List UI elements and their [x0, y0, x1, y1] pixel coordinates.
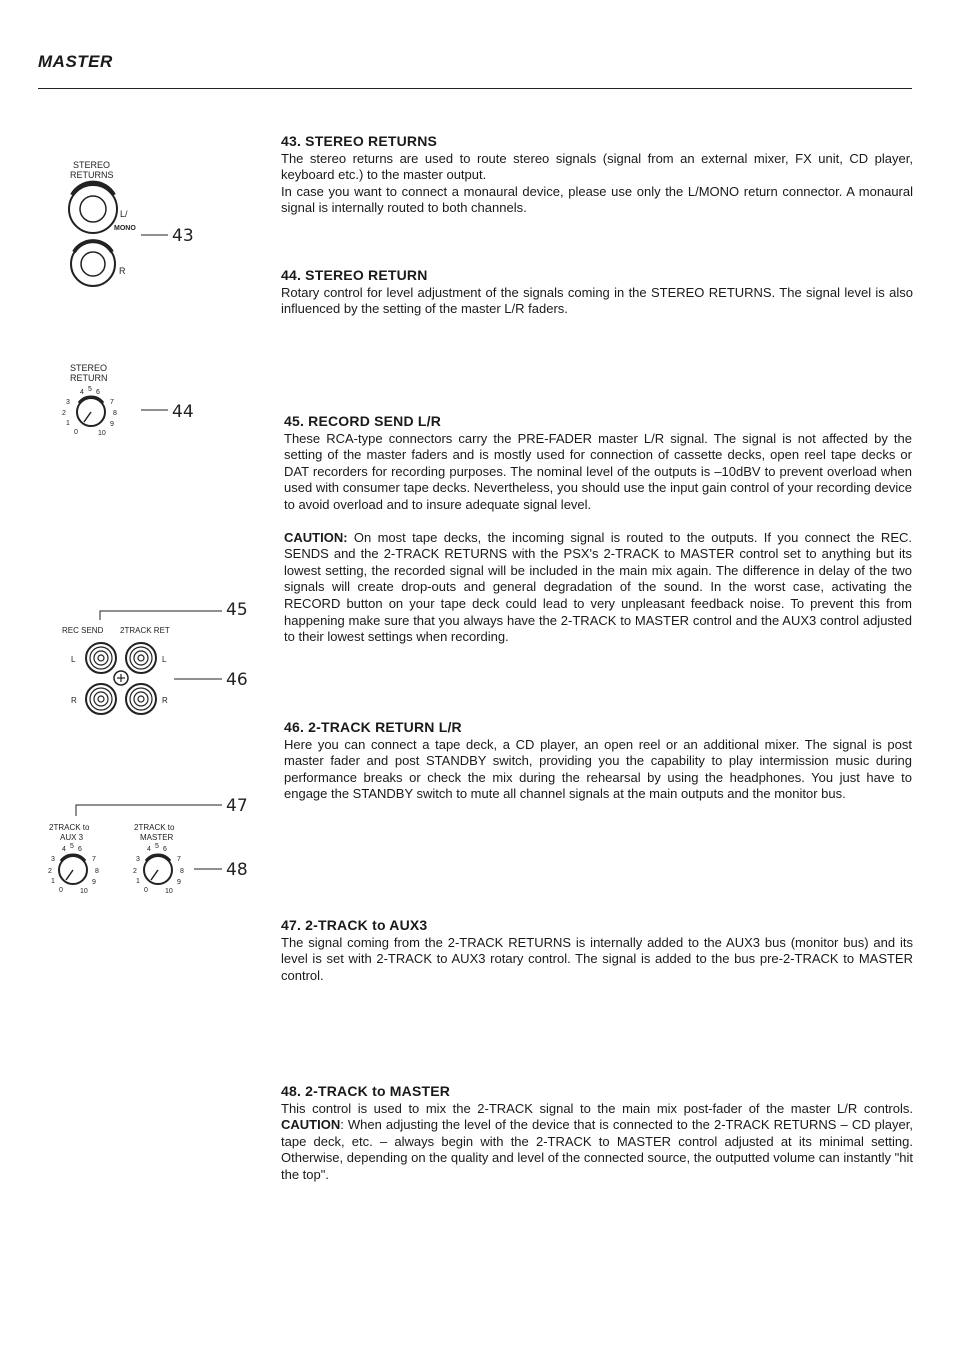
stereo-return-label-1: STEREO — [70, 363, 108, 373]
callout-43: 43 — [172, 226, 194, 246]
section-title: 46. 2-TRACK RETURN L/R — [284, 719, 462, 735]
section-paragraph: The stereo returns are used to route stereo signals (signal from an external mixer, FX unit, CD player, keyboard etc.) to the master output. — [281, 150, 913, 183]
caution-text: : When adjusting the level of the device that is connected to the 2-TRACK RETURNS – CD player, tape deck, etc. – always begin with the 2-TRACK to MASTER control adjusted at its minimal setting. Otherwise, depending on the quality and level of the connected source, the outputted volume can instantly "hit the top". — [281, 1117, 913, 1182]
aux-knob-label-1: 2TRACK to — [49, 823, 90, 832]
caution-label: CAUTION — [281, 1117, 341, 1133]
jack-bottom-label: R — [119, 266, 126, 276]
knob-scale-6: 6 — [96, 389, 100, 396]
section-title: 47. 2-TRACK to AUX3 — [281, 917, 428, 933]
master-scale-1: 1 — [136, 878, 140, 885]
rca-socket-icon[interactable] — [86, 643, 116, 673]
two-track-ret-label: 2TRACK RET — [120, 626, 170, 635]
section-paragraph: The signal coming from the 2-TRACK RETURNS is internally added to the AUX3 bus (monitor bus) and its level is set with 2-TRACK to AUX3 rotary control. The signal is added to the bus pre-2-TRACK to MASTER control. — [281, 934, 913, 983]
knob-scale-1: 1 — [66, 420, 70, 427]
knob-scale-2: 2 — [62, 410, 66, 417]
stereo-return-label-2: RETURN — [70, 373, 108, 383]
section-45-record-send — [284, 413, 912, 646]
two-track-knobs-diagram — [46, 790, 256, 900]
jack-top-sublabel: MONO — [114, 225, 136, 232]
master-scale-2: 2 — [133, 868, 137, 875]
rca-connectors-diagram — [56, 594, 256, 724]
master-scale-5: 5 — [155, 843, 159, 850]
aux-scale-0: 0 — [59, 887, 63, 894]
master-scale-8: 8 — [180, 868, 184, 875]
section-title: 44. STEREO RETURN — [281, 267, 428, 283]
section-47-two-track-aux3 — [281, 917, 913, 984]
heading-divider — [38, 88, 912, 89]
aux-scale-4: 4 — [62, 846, 66, 853]
section-44-stereo-return — [281, 267, 913, 318]
knob-scale-0: 0 — [74, 429, 78, 436]
aux-scale-3: 3 — [51, 856, 55, 863]
stereo-returns-label-1: STEREO — [73, 160, 111, 170]
rca-socket-icon[interactable] — [126, 643, 156, 673]
section-title: 43. STEREO RETURNS — [281, 133, 438, 149]
master-scale-9: 9 — [177, 879, 181, 886]
section-title: 45. RECORD SEND L/R — [284, 413, 442, 429]
caution-label: CAUTION: — [284, 529, 348, 545]
rca-right-top-label: L — [162, 655, 167, 664]
caution-paragraph — [284, 530, 912, 646]
knob-scale-9: 9 — [110, 421, 114, 428]
master-scale-3: 3 — [136, 856, 140, 863]
rca-right-bottom-label: R — [162, 696, 168, 705]
master-knob-label-2: MASTER — [140, 833, 174, 842]
section-title: 48. 2-TRACK to MASTER — [281, 1083, 451, 1099]
section-43-stereo-returns — [281, 133, 913, 217]
jack-socket-icon[interactable] — [69, 183, 117, 233]
callout-48: 48 — [226, 860, 248, 880]
section-paragraph-text: This control is used to mix the 2-TRACK signal to the main mix post-fader of the master L/R controls. — [281, 1100, 913, 1116]
aux-scale-10: 10 — [80, 888, 88, 895]
master-scale-4: 4 — [147, 846, 151, 853]
callout-46: 46 — [226, 670, 248, 690]
master-knob-label-1: 2TRACK to — [134, 823, 175, 832]
rec-send-label: REC SEND — [62, 626, 104, 635]
section-48-two-track-master — [281, 1083, 913, 1184]
master-scale-0: 0 — [144, 887, 148, 894]
callout-47: 47 — [226, 796, 248, 816]
knob-scale-4: 4 — [80, 389, 84, 396]
rotary-knob-icon[interactable] — [59, 855, 87, 884]
master-scale-6: 6 — [163, 846, 167, 853]
stereo-returns-diagram — [56, 155, 216, 290]
callout-45: 45 — [226, 600, 248, 620]
aux-scale-8: 8 — [95, 868, 99, 875]
aux-scale-1: 1 — [51, 878, 55, 885]
stereo-return-knob-diagram — [56, 360, 216, 440]
rca-socket-icon[interactable] — [126, 684, 156, 714]
stereo-returns-label-2: RETURNS — [70, 170, 114, 180]
master-scale-10: 10 — [165, 888, 173, 895]
master-scale-7: 7 — [177, 856, 181, 863]
callout-44: 44 — [172, 402, 194, 422]
rotary-knob-icon[interactable] — [77, 397, 105, 426]
aux-scale-2: 2 — [48, 868, 52, 875]
section-paragraph — [281, 1101, 913, 1184]
rca-left-bottom-label: R — [71, 696, 77, 705]
rca-socket-icon[interactable] — [86, 684, 116, 714]
aux-scale-6: 6 — [78, 846, 82, 853]
section-paragraph: Rotary control for level adjustment of the signals coming in the STEREO RETURNS. The signal level is also influenced by the setting of the master L/R faders. — [281, 284, 913, 317]
section-paragraph: These RCA-type connectors carry the PRE-FADER master L/R signal. The signal is not affected by the setting of the master faders and is mostly used for connection of cassette decks, open reel tape decks or DAT recorders for recording purposes. The nominal level of the outputs is –10dBV to prevent overload when used with consumer tape decks. Nevertheless, you should use the input gain control of your recording device to avoid overload and to insure adequate signal level. — [284, 430, 912, 512]
aux-scale-7: 7 — [92, 856, 96, 863]
rotary-knob-icon[interactable] — [144, 855, 172, 884]
section-paragraph: In case you want to connect a monaural device, please use only the L/MONO return connector. A monaural signal is internally routed to both channels. — [281, 183, 913, 216]
knob-scale-8: 8 — [113, 410, 117, 417]
aux-scale-5: 5 — [70, 843, 74, 850]
aux-knob-label-2: AUX 3 — [60, 833, 84, 842]
aux-scale-9: 9 — [92, 879, 96, 886]
rca-left-top-label: L — [71, 655, 76, 664]
page-heading: MASTER — [38, 52, 113, 71]
caution-text: On most tape decks, the incoming signal is routed to the outputs. If you connect the REC. SENDS and the 2-TRACK RETURNS with the PSX's 2-TRACK to MASTER control set to anything but its lowest setting, the recorded signal will be included in the main mix again. The difference in delay of the two signals will create drop-outs and general degradation of the sound. In the worst case, activating the RECORD button on your tape deck could lead to very unpleasant feedback noise. To prevent this from happening make sure that you always have the 2-TRACK to MASTER control and the AUX3 control adjusted to their lowest settings when recording. — [284, 529, 912, 645]
knob-scale-3: 3 — [66, 399, 70, 406]
jack-top-label: L/ — [120, 209, 128, 219]
knob-scale-5: 5 — [88, 386, 92, 393]
section-paragraph: Here you can connect a tape deck, a CD player, an open reel or an additional mixer. The signal is post master fader and post STANDBY switch, providing you the capability to play intermission music during performance breaks or check the mix during the rehearsal by using the headphones. You just have to engage the STANDBY switch to mute all channel signals at the main outputs and the monitor bus. — [284, 736, 912, 802]
knob-scale-7: 7 — [110, 399, 114, 406]
jack-socket-icon[interactable] — [71, 241, 115, 286]
ground-screw-icon — [114, 671, 128, 685]
section-46-two-track-return — [284, 719, 912, 803]
knob-scale-10: 10 — [98, 430, 106, 437]
